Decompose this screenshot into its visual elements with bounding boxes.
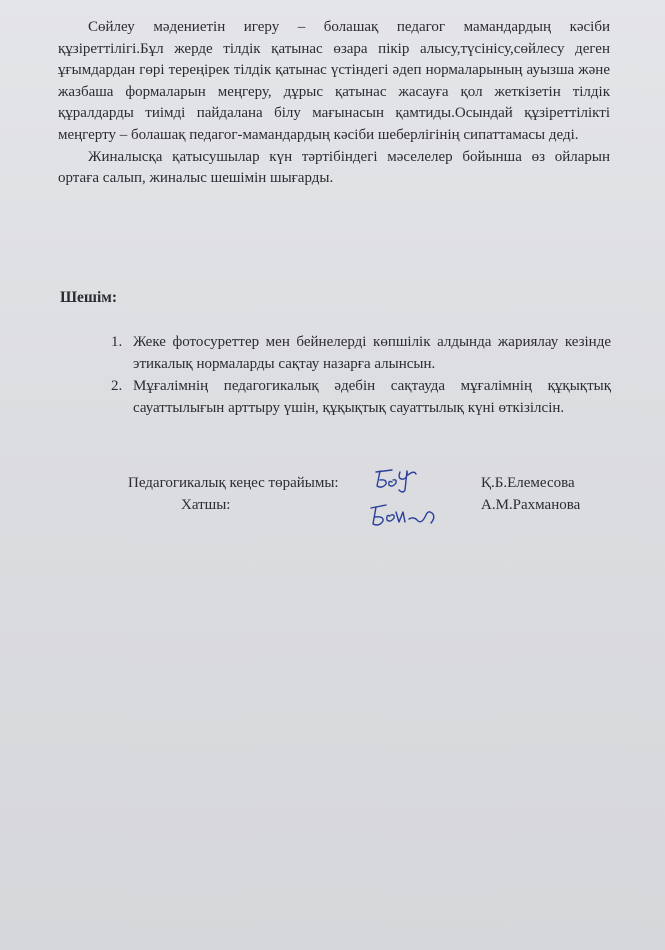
decision-number: 2. — [111, 378, 123, 394]
chair-signature — [370, 466, 422, 496]
decision-item — [111, 375, 611, 419]
secretary-label: Хатшы: — [181, 497, 231, 513]
decision-heading: Шешім: — [60, 289, 118, 306]
secretary-signature — [362, 500, 442, 532]
decision-number: 1. — [111, 334, 123, 350]
decision-text: Жеке фотосуреттер мен бейнелерді көпшілік алдында жариялау кезінде этикалық нормаларды сақтау назарға алынсын. — [133, 334, 611, 372]
body-text — [58, 17, 610, 190]
secretary-name: А.М.Рахманова — [481, 497, 581, 513]
paragraph: Жиналысқа қатысушылар күн тәртібіндегі мәселелер бойынша өз ойларын ортаға салып, жиналыс шешімін шығарды. — [58, 148, 610, 187]
decision-item — [111, 331, 611, 375]
chair-label: Педагогикалық кеңес төрайымы: — [128, 475, 339, 491]
decision-list — [111, 331, 611, 419]
decision-text: Мұғалімнің педагогикалық әдебін сақтауда мұғалімнің құқықтық сауаттылығын арттыру үшін, құқықтық сауаттылық күні өткізілсін. — [133, 378, 611, 416]
chair-name: Қ.Б.Елемесова — [481, 475, 575, 491]
paragraph: Сөйлеу мәдениетін игеру – болашақ педагог мамандардың кәсіби құзіреттілігі.Бұл жерде тілдік қатынас өзара пікір алысу,түсінісу,сөйлесу деген ұғымдардан гөрі тереңірек тілдік қатынас үстіндегі әдеп нормаларының ауызша және жазбаша формаларын меңгеру, дұрыс қатынас жасауға қол жеткізетін тілдік құралдарды тиімді пайдалана білу мағынасын қамтиды.Осындай құзіреттілікті меңгерту – болашақ педагог-мамандардың кәсіби шеберлігінің сипаттамасы деді. — [58, 19, 610, 143]
